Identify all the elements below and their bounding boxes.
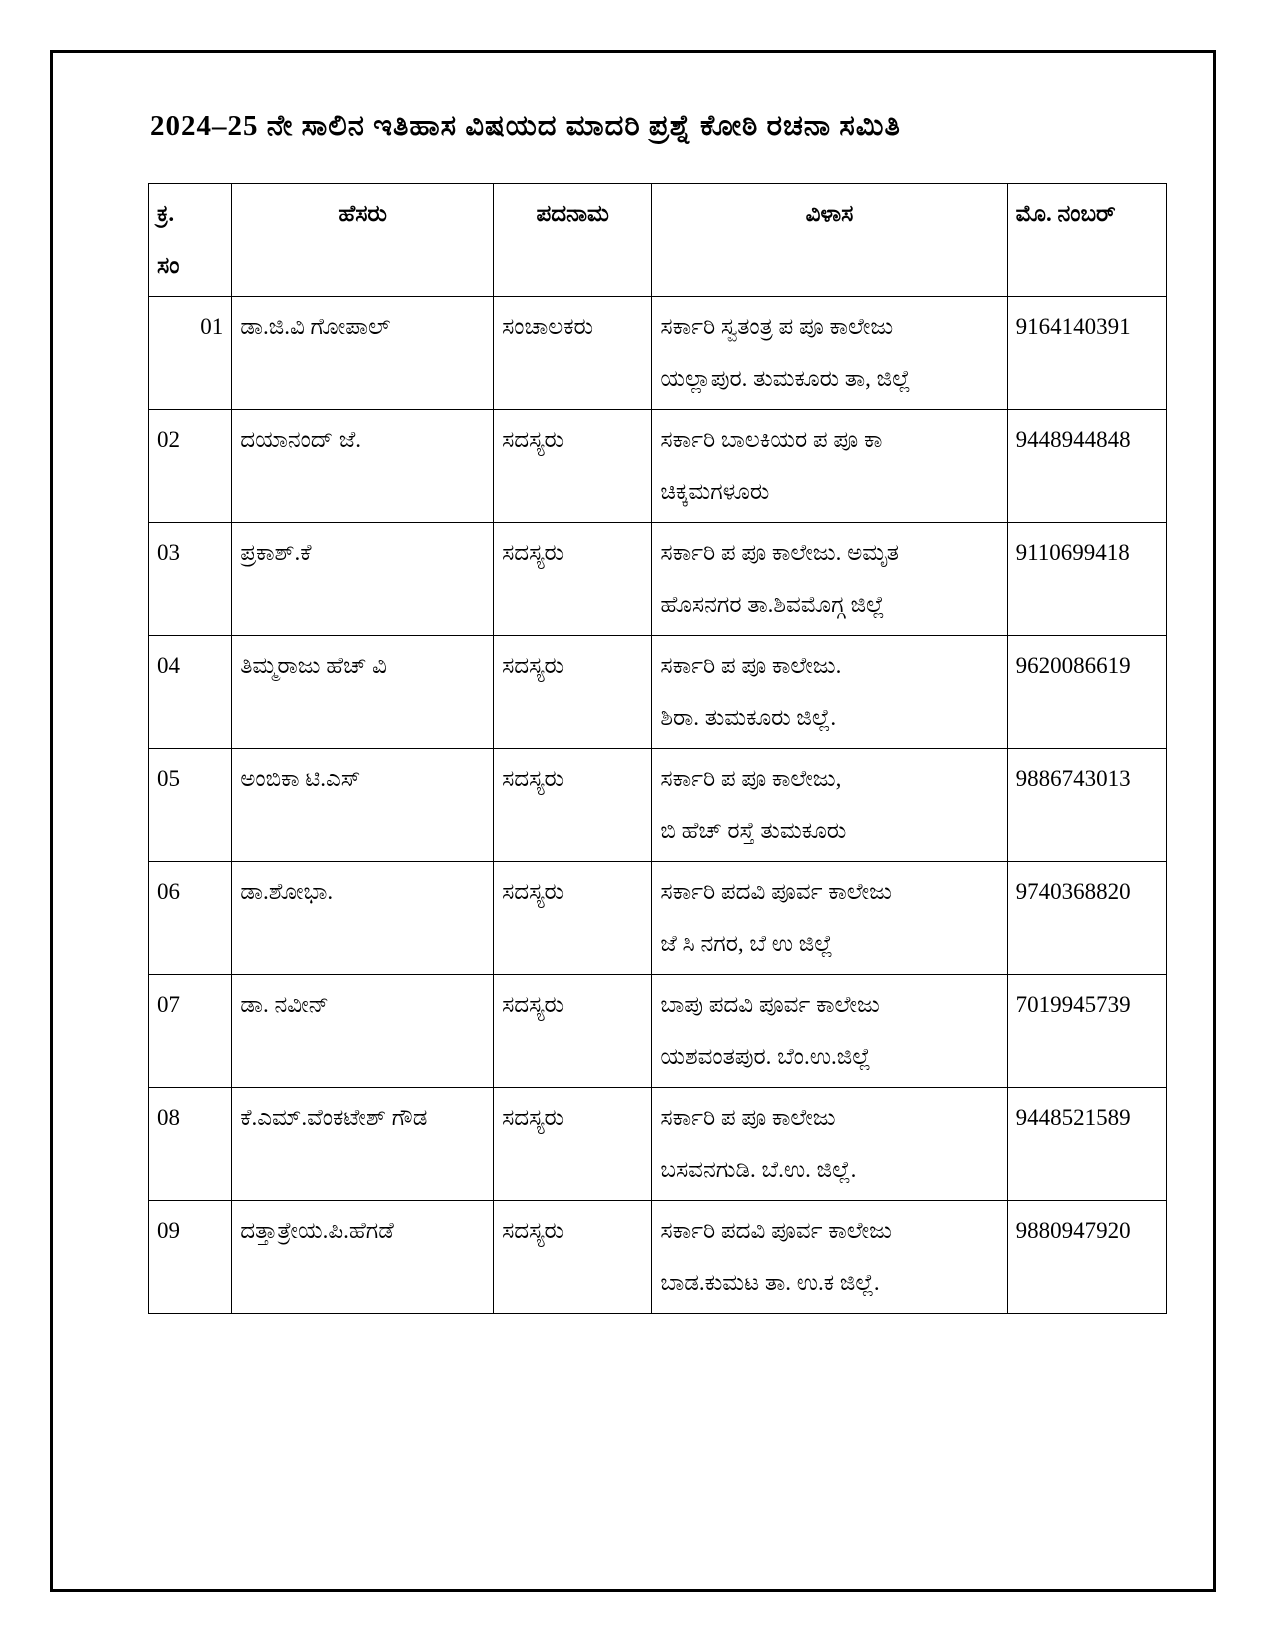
row-serial: 06 — [149, 862, 232, 975]
row-mobile: 9740368820 — [1007, 862, 1166, 975]
table-row — [149, 862, 1167, 975]
row-address-line2: ಬಾಡ.ಕುಮಟ ತಾ. ಉ.ಕ ಜಿಲ್ಲೆ. — [660, 1270, 880, 1295]
row-serial: 03 — [149, 523, 232, 636]
row-address-line1: ಸರ್ಕಾರಿ ಬಾಲಕಿಯರ ಪ ಪೂ ಕಾ — [660, 427, 883, 452]
table-row — [149, 1201, 1167, 1314]
row-designation: ಸದಸ್ಯರು — [494, 749, 652, 862]
header-name: ಹೆಸರು — [232, 184, 494, 297]
row-mobile: 9880947920 — [1007, 1201, 1166, 1314]
table-row — [149, 749, 1167, 862]
row-designation: ಸದಸ್ಯರು — [494, 410, 652, 523]
row-address-line1: ಸರ್ಕಾರಿ ಪದವಿ ಪೂರ್ವ ಕಾಲೇಜು — [660, 1218, 892, 1243]
table-row — [149, 523, 1167, 636]
row-serial: 01 — [149, 297, 232, 410]
row-name: ದತ್ತಾತ್ರೇಯ.ಪಿ.ಹೆಗಡೆ — [232, 1201, 494, 1314]
row-address-line2: ಶಿರಾ. ತುಮಕೂರು ಜಿಲ್ಲೆ. — [660, 705, 837, 730]
table-row — [149, 410, 1167, 523]
table-header-row — [149, 184, 1167, 297]
table-row — [149, 636, 1167, 749]
row-serial: 04 — [149, 636, 232, 749]
header-address: ವಿಳಾಸ — [652, 184, 1007, 297]
row-name: ದಯಾನಂದ್ ಜೆ. — [232, 410, 494, 523]
row-address — [652, 297, 1007, 410]
header-designation: ಪದನಾಮ — [494, 184, 652, 297]
row-serial: 07 — [149, 975, 232, 1088]
row-address-line2: ಯಶವಂತಪುರ. ಬೆಂ.ಉ.ಜಿಲ್ಲೆ — [660, 1044, 871, 1069]
row-mobile: 9448521589 — [1007, 1088, 1166, 1201]
row-address — [652, 410, 1007, 523]
row-address-line2: ಚಿಕ್ಕಮಗಳೂರು — [660, 479, 770, 504]
row-name: ಡಾ.ಶೋಭಾ. — [232, 862, 494, 975]
row-address-line1: ಸರ್ಕಾರಿ ಪ ಪೂ ಕಾಲೇಜು — [660, 1105, 836, 1130]
row-designation: ಸದಸ್ಯರು — [494, 636, 652, 749]
header-serial-line1: ಕ್ರ. — [157, 201, 175, 226]
row-serial: 05 — [149, 749, 232, 862]
row-mobile: 7019945739 — [1007, 975, 1166, 1088]
row-mobile: 9448944848 — [1007, 410, 1166, 523]
header-mobile-number: ಮೊ. ನಂಬರ್ — [1007, 184, 1166, 297]
row-name: ಪ್ರಕಾಶ್.ಕೆ — [232, 523, 494, 636]
table-row — [149, 297, 1167, 410]
table-row — [149, 1088, 1167, 1201]
row-mobile: 9620086619 — [1007, 636, 1166, 749]
row-address-line1: ಬಾಪು ಪದವಿ ಪೂರ್ವ ಕಾಲೇಜು — [660, 992, 880, 1017]
row-address — [652, 523, 1007, 636]
committee-table — [148, 183, 1167, 1314]
row-address-line2: ಯಲ್ಲಾಪುರ. ತುಮಕೂರು ತಾ, ಜಿಲ್ಲೆ — [660, 366, 911, 391]
row-name: ಅಂಬಿಕಾ ಟಿ.ಎಸ್ — [232, 749, 494, 862]
row-mobile: 9110699418 — [1007, 523, 1166, 636]
table-row — [149, 975, 1167, 1088]
row-serial: 02 — [149, 410, 232, 523]
row-name: ತಿಮ್ಮರಾಜು ಹೆಚ್ ವಿ — [232, 636, 494, 749]
row-address — [652, 636, 1007, 749]
row-address-line2: ಜೆ ಸಿ ನಗರ, ಬೆ ಉ ಜಿಲ್ಲೆ — [660, 931, 833, 956]
row-mobile: 9164140391 — [1007, 297, 1166, 410]
row-name: ಕೆ.ಎಮ್.ವೆಂಕಟೇಶ್ ಗೌಡ — [232, 1088, 494, 1201]
row-address-line1: ಸರ್ಕಾರಿ ಸ್ವತಂತ್ರ ಪ ಪೂ ಕಾಲೇಜು — [660, 314, 894, 339]
header-serial-line2: ಸಂ — [157, 253, 180, 278]
row-address — [652, 862, 1007, 975]
row-address — [652, 749, 1007, 862]
row-designation: ಸದಸ್ಯರು — [494, 862, 652, 975]
row-designation: ಸದಸ್ಯರು — [494, 523, 652, 636]
row-address-line1: ಸರ್ಕಾರಿ ಪ ಪೂ ಕಾಲೇಜು. ಅಮೃತ — [660, 540, 899, 565]
header-serial-number — [149, 184, 232, 297]
row-address — [652, 975, 1007, 1088]
row-designation: ಸಂಚಾಲಕರು — [494, 297, 652, 410]
row-name: ಡಾ. ನವೀನ್ — [232, 975, 494, 1088]
row-address-line2: ಹೊಸನಗರ ತಾ.ಶಿವಮೊಗ್ಗ ಜಿಲ್ಲೆ — [660, 592, 885, 617]
row-designation: ಸದಸ್ಯರು — [494, 1201, 652, 1314]
row-address-line1: ಸರ್ಕಾರಿ ಪ ಪೂ ಕಾಲೇಜು. — [660, 653, 842, 678]
row-serial: 09 — [149, 1201, 232, 1314]
row-designation: ಸದಸ್ಯರು — [494, 1088, 652, 1201]
row-address — [652, 1201, 1007, 1314]
row-address — [652, 1088, 1007, 1201]
row-address-line2: ಬಿ ಹೆಚ್ ರಸ್ತೆ ತುಮಕೂರು — [660, 818, 847, 843]
row-address-line1: ಸರ್ಕಾರಿ ಪ ಪೂ ಕಾಲೇಜು, — [660, 766, 842, 791]
row-name: ಡಾ.ಜಿ.ವಿ ಗೋಪಾಲ್ — [232, 297, 494, 410]
document-title: 2024–25 ನೇ ಸಾಲಿನ ಇತಿಹಾಸ ವಿಷಯದ ಮಾದರಿ ಪ್ರಶ್ನೆ ಕೋಠಿ ರಚನಾ ಸಮಿತಿ — [150, 110, 901, 142]
row-mobile: 9886743013 — [1007, 749, 1166, 862]
row-address-line1: ಸರ್ಕಾರಿ ಪದವಿ ಪೂರ್ವ ಕಾಲೇಜು — [660, 879, 892, 904]
row-address-line2: ಬಸವನಗುಡಿ. ಬೆ.ಉ. ಜಿಲ್ಲೆ. — [660, 1157, 857, 1182]
row-designation: ಸದಸ್ಯರು — [494, 975, 652, 1088]
row-serial: 08 — [149, 1088, 232, 1201]
